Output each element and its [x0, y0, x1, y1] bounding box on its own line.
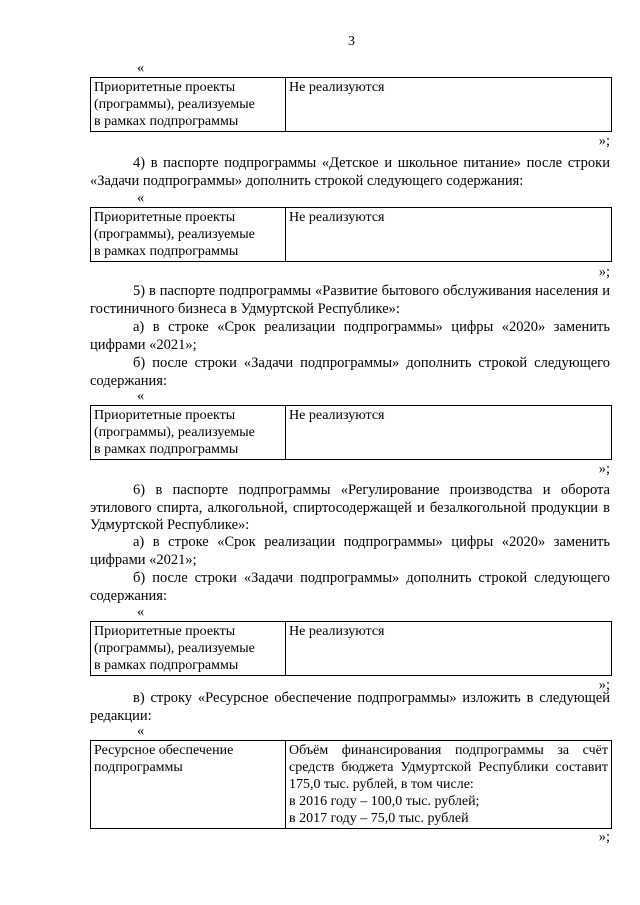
- resource-label-cell: [91, 741, 286, 829]
- priority-label-cell: [91, 622, 286, 676]
- priority-projects-table-2: [90, 207, 612, 262]
- paragraph-6b: б) после строки «Задачи подпрограммы» дополнить строкой следующего содержания:: [90, 570, 610, 604]
- priority-label-line: Приоритетные проекты: [94, 80, 236, 95]
- paragraph-6a: а) в строке «Срок реализации подпрограммы» цифры «2020» заменить цифрами «2021»;: [90, 534, 610, 568]
- priority-label-cell: [91, 208, 286, 262]
- quote-close: »;: [598, 133, 610, 149]
- resource-table: [90, 740, 612, 829]
- priority-label-line: (программы), реализуемые: [94, 641, 255, 656]
- quote-open: «: [137, 604, 145, 620]
- resource-2017: в 2017 году – 75,0 тыс. рублей: [289, 811, 469, 826]
- not-implemented-cell: Не реализуются: [286, 78, 612, 132]
- resource-text: Объём финансирования подпрограммы за счёт средств бюджета Удмуртской Республики составит 175,0 тыс. рублей, в том числе:: [289, 743, 608, 792]
- priority-label-line: в рамках подпрограммы: [94, 442, 239, 457]
- priority-label-line: в рамках подпрограммы: [94, 658, 239, 673]
- quote-close: »;: [598, 677, 610, 693]
- not-implemented-cell: Не реализуются: [286, 622, 612, 676]
- priority-label-line: Приоритетные проекты: [94, 210, 236, 225]
- resource-label-line: Ресурсное обеспечение: [94, 743, 234, 758]
- quote-open: «: [137, 723, 145, 739]
- priority-label-line: (программы), реализуемые: [94, 97, 255, 112]
- paragraph-6v: в) строку «Ресурсное обеспечение подпрограммы» изложить в следующей редакции:: [90, 690, 610, 724]
- paragraph-6: 6) в паспорте подпрограммы «Регулирование производства и оборота этилового спирта, алкогольной, спиртосодержащей и безалкогольной продукции в Удмуртской Республике»:: [90, 482, 610, 533]
- quote-open: «: [137, 190, 145, 206]
- resource-label-line: подпрограммы: [94, 760, 183, 775]
- priority-label-cell: [91, 78, 286, 132]
- priority-label-line: в рамках подпрограммы: [94, 244, 239, 259]
- quote-open: «: [137, 388, 145, 404]
- not-implemented-cell: Не реализуются: [286, 406, 612, 460]
- priority-label-cell: [91, 406, 286, 460]
- priority-projects-table-4: [90, 621, 612, 676]
- resource-value-cell: [286, 741, 612, 829]
- quote-close: »;: [598, 829, 610, 845]
- paragraph-4: 4) в паспорте подпрограммы «Детское и школьное питание» после строки «Задачи подпрограммы» дополнить строкой следующего содержания:: [90, 155, 610, 189]
- paragraph-5: 5) в паспорте подпрограммы «Развитие бытового обслуживания населения и гостиничного бизнеса в Удмуртской Республике»:: [90, 283, 610, 317]
- paragraph-5b: б) после строки «Задачи подпрограммы» дополнить строкой следующего содержания:: [90, 355, 610, 389]
- priority-label-line: (программы), реализуемые: [94, 227, 255, 242]
- resource-2016: в 2016 году – 100,0 тыс. рублей;: [289, 794, 480, 809]
- priority-projects-table-3: [90, 405, 612, 460]
- page-number: 3: [348, 34, 355, 49]
- priority-label-line: Приоритетные проекты: [94, 408, 236, 423]
- quote-close: »;: [598, 461, 610, 477]
- priority-label-line: в рамках подпрограммы: [94, 114, 239, 129]
- priority-projects-table-1: [90, 77, 612, 132]
- priority-label-line: (программы), реализуемые: [94, 425, 255, 440]
- priority-label-line: Приоритетные проекты: [94, 624, 236, 639]
- quote-open: «: [137, 60, 145, 76]
- not-implemented-cell: Не реализуются: [286, 208, 612, 262]
- paragraph-5a: а) в строке «Срок реализации подпрограммы» цифры «2020» заменить цифрами «2021»;: [90, 319, 610, 353]
- quote-close: »;: [598, 264, 610, 280]
